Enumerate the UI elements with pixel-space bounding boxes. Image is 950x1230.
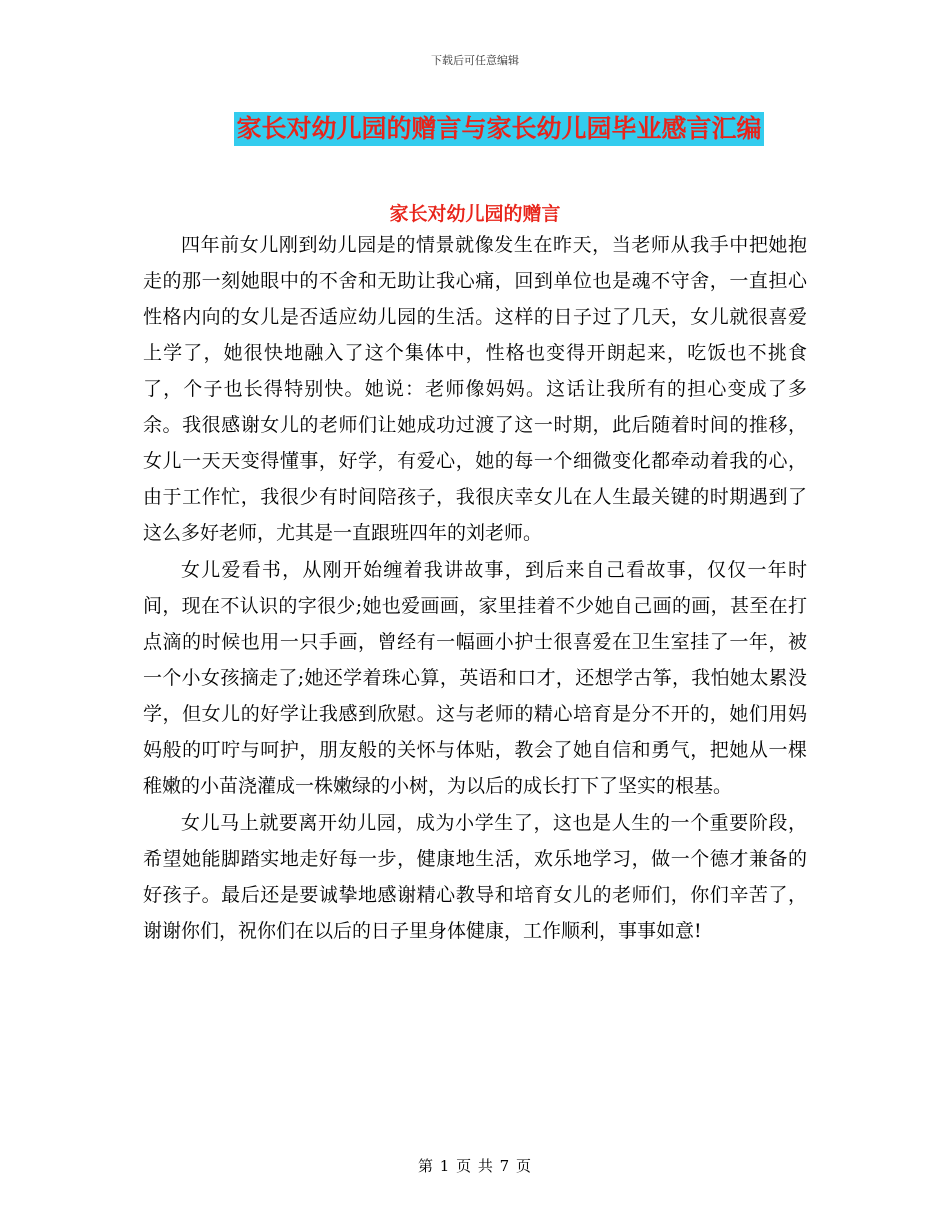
section-title: 家长对幼儿园的赠言 [389, 203, 561, 225]
page-footer: 第 1 页 共 7 页 [418, 1157, 532, 1175]
document-title-container [0, 112, 950, 146]
paragraph-2: 女儿爱看书，从刚开始缠着我讲故事，到后来自己看故事，仅仅一年时间，现在不认识的字很少;她也爱画画，家里挂着不少她自己画的画，甚至在打点滴的时候也用一只手画，曾经有一幅画小护士很喜爱在卫生室挂了一年，被一个小女孩摘走了;她还学着珠心算，英语和口才，还想学古筝，我怕她太累没学，但女儿的好学让我感到欣慰。这与老师的精心培育是分不开的，她们用妈妈般的叮咛与呵护，朋友般的关怀与体贴，教会了她自信和勇气，把她从一棵稚嫩的小苗浇灌成一株嫩绿的小树，为以后的成长打下了坚实的根基。 [143, 559, 807, 797]
document-body [143, 227, 807, 950]
paragraph-1: 四年前女儿刚到幼儿园是的情景就像发生在昨天，当老师从我手中把她抱走的那一刻她眼中的不舍和无助让我心痛，回到单位也是魂不守舍，一直担心性格内向的女儿是否适应幼儿园的生活。这样的日子过了几天，女儿就很喜爱上学了，她很快地融入了这个集体中，性格也变得开朗起来，吃饭也不挑食了，个子也长得特别快。她说：老师像妈妈。这话让我所有的担心变成了多余。我很感谢女儿的老师们让她成功过渡了这一时期，此后随着时间的推移，女儿一天天变得懂事，好学，有爱心，她的每一个细微变化都牵动着我的心，由于工作忙，我很少有时间陪孩子，我很庆幸女儿在人生最关键的时期遇到了这么多好老师，尤其是一直跟班四年的刘老师。 [143, 234, 807, 544]
header-note: 下载后可任意编辑 [431, 54, 519, 67]
document-title: 家长对幼儿园的赠言与家长幼儿园毕业感言汇编 [234, 112, 763, 146]
paragraph-3: 女儿马上就要离开幼儿园，成为小学生了，这也是人生的一个重要阶段，希望她能脚踏实地走好每一步，健康地生活，欢乐地学习，做一个德才兼备的好孩子。最后还是要诚挚地感谢精心教导和培育女儿的老师们，你们辛苦了，谢谢你们，祝你们在以后的日子里身体健康，工作顺利，事事如意! [143, 812, 807, 942]
